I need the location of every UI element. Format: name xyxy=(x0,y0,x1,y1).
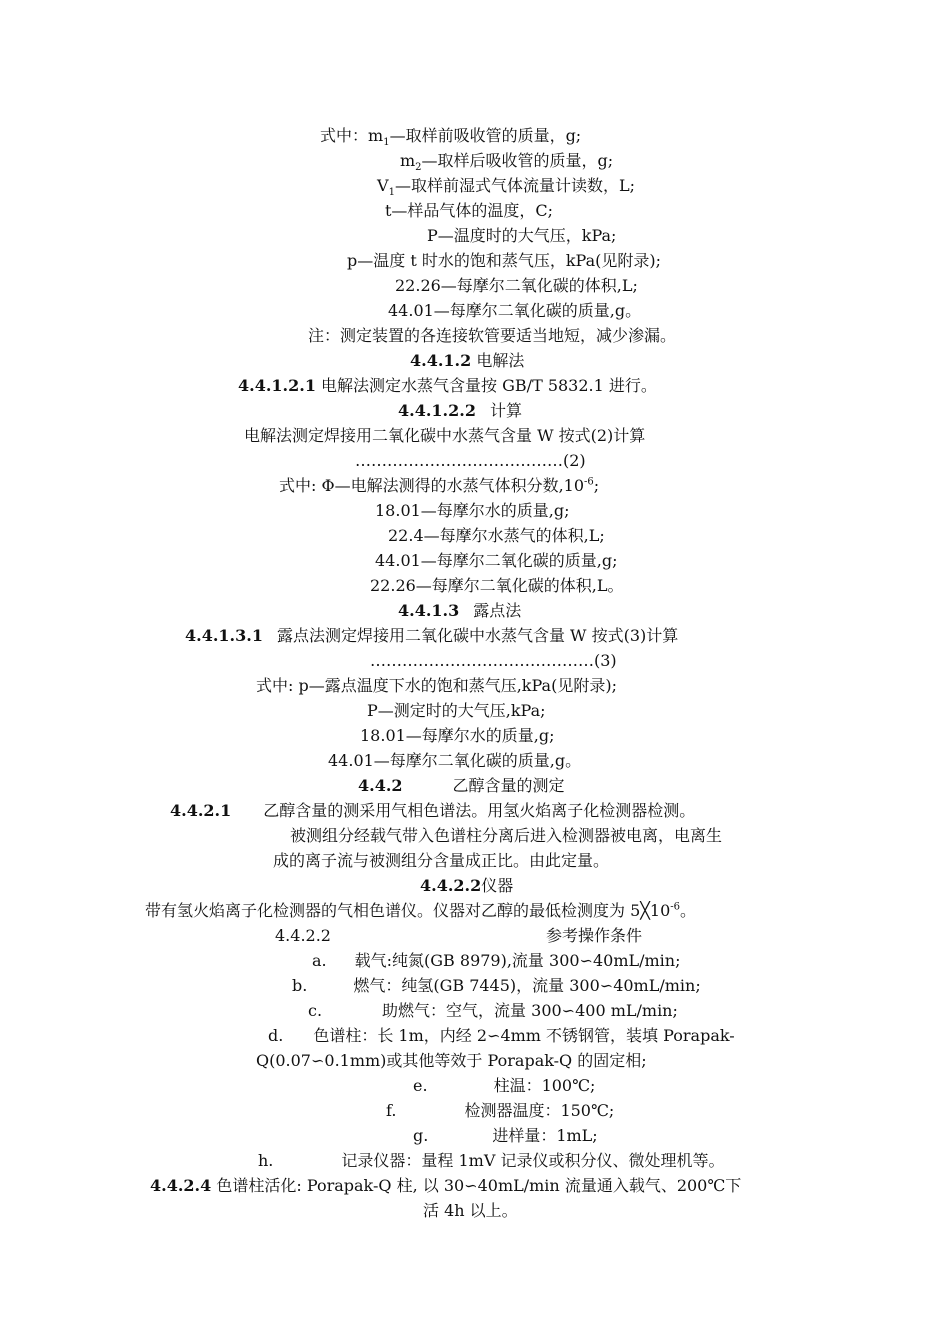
body-text-end: 。 xyxy=(680,901,697,920)
clause-text: 电解法测定水蒸气含量按 GB/T 5832.1 进行。 xyxy=(321,376,657,395)
definition-text: p—温度 t 时水的饱和蒸气压，kPa(见附录); xyxy=(347,251,662,270)
body-line xyxy=(244,426,645,448)
list-marker: a. xyxy=(312,951,327,970)
definition-line xyxy=(385,201,553,223)
list-text: 柱温：100℃; xyxy=(493,1076,596,1095)
list-item xyxy=(308,1001,678,1023)
definition-text: 18.01—每摩尔水的质量,g; xyxy=(360,726,555,745)
definition-text: —取样前吸收管的质量，g; xyxy=(389,126,582,145)
clause-number: 4.4.2.1 xyxy=(170,801,232,820)
list-marker: c. xyxy=(308,1001,323,1020)
definition-line xyxy=(279,476,599,498)
section-title: 乙醇含量的测定 xyxy=(452,776,565,795)
list-item-continuation xyxy=(256,1051,647,1073)
body-text: 电解法测定焊接用二氧化碳中水蒸气含量 W 按式(2)计算 xyxy=(244,426,646,445)
clause-line xyxy=(238,376,657,398)
definition-line xyxy=(370,576,624,598)
section-heading xyxy=(398,401,522,423)
list-text: 色谱柱：长 1m，内经 2∽4mm 不锈钢管，装填 Porapak- xyxy=(313,1026,735,1045)
definition-line xyxy=(256,676,617,698)
list-marker: h. xyxy=(258,1151,274,1170)
body-line xyxy=(423,1201,518,1223)
section-title: 电解法 xyxy=(476,351,525,370)
definition-line xyxy=(375,501,570,523)
clause-line xyxy=(185,626,678,648)
clause-number: 4.4.2.4 xyxy=(150,1176,212,1195)
definition-text: 22.26—每摩尔二氧化碳的体积,L。 xyxy=(370,576,624,595)
section-heading xyxy=(275,926,642,948)
superscript: -6 xyxy=(584,476,594,488)
list-marker: e. xyxy=(413,1076,428,1095)
definition-text: P—测定时的大气压,kPa; xyxy=(367,701,546,720)
definition-prefix: 式中: Φ—电解法测得的水蒸气体积分数,10 xyxy=(279,476,585,495)
body-text: 带有氢火焰离子化检测器的气相色谱仪。仪器对乙醇的最低检测度为 5╳10 xyxy=(145,901,671,920)
section-title: 露点法 xyxy=(473,601,522,620)
list-text: 载气:纯氮(GB 8979),流量 300∽40mL/min; xyxy=(354,951,681,970)
section-heading xyxy=(410,351,524,373)
section-heading xyxy=(358,776,565,798)
clause-text: 乙醇含量的测采用气相色谱法。用氢火焰离子化检测器检测。 xyxy=(263,801,696,820)
section-number: 4.4.1.2 xyxy=(410,351,472,370)
definition-text: 18.01—每摩尔水的质量,g; xyxy=(375,501,570,520)
list-item xyxy=(292,976,701,998)
list-item xyxy=(413,1076,595,1098)
section-heading xyxy=(420,876,513,898)
body-text: 活 4h 以上。 xyxy=(423,1201,518,1220)
list-text: 进样量：1mL; xyxy=(492,1126,598,1145)
body-line xyxy=(145,901,696,923)
definition-line xyxy=(320,126,581,148)
list-text: 燃气：纯氢(GB 7445)，流量 300∽40mL/min; xyxy=(353,976,701,995)
list-item xyxy=(258,1151,724,1173)
definition-text: —取样后吸收管的质量，g; xyxy=(421,151,614,170)
section-heading xyxy=(398,601,521,623)
definition-line xyxy=(400,151,613,173)
definition-text: 22.26—每摩尔二氧化碳的体积,L; xyxy=(395,276,638,295)
subscript: 1 xyxy=(388,187,395,199)
clause-number: 4.4.1.2.1 xyxy=(238,376,316,395)
note-text: 注：测定装置的各连接软管要适当地短，减少渗漏。 xyxy=(308,326,677,345)
section-number: 4.4.2.2 xyxy=(420,876,482,895)
definition-prefix: 式中：m xyxy=(320,126,384,145)
list-item xyxy=(386,1101,614,1123)
list-marker: f. xyxy=(386,1101,397,1120)
superscript: -6 xyxy=(670,901,681,913)
definition-text: 式中: p—露点温度下水的饱和蒸气压,kPa(见附录); xyxy=(256,676,617,695)
list-text: 助燃气：空气，流量 300∽400 mL/min; xyxy=(382,1001,678,1020)
definition-text: 44.01—每摩尔二氧化碳的质量,g。 xyxy=(388,301,642,320)
list-text: 检测器温度：150℃; xyxy=(464,1101,615,1120)
equation-reference xyxy=(370,651,617,673)
clause-text: 色谱柱活化: Porapak-Q 柱, 以 30∽40mL/min 流量通入载气、200℃下 xyxy=(216,1176,742,1195)
section-number: 4.4.1.3 xyxy=(398,601,460,620)
section-number: 4.4.2.2 xyxy=(275,926,331,945)
list-marker: b. xyxy=(292,976,308,995)
list-text: 记录仪器：量程 1mV 记录仪或积分仪、微处理机等。 xyxy=(341,1151,725,1170)
definition-line xyxy=(388,301,641,323)
definition-text: 22.4—每摩尔水蒸气的体积,L; xyxy=(388,526,605,545)
list-marker: g. xyxy=(413,1126,429,1145)
equation-leader: …………………………………(2) xyxy=(355,451,586,470)
list-item xyxy=(268,1026,735,1048)
section-number: 4.4.1.2.2 xyxy=(398,401,476,420)
clause-number: 4.4.1.3.1 xyxy=(185,626,263,645)
list-item xyxy=(413,1126,598,1148)
body-text: 被测组分经载气带入色谱柱分离后进入检测器被电离，电离生 xyxy=(290,826,723,845)
section-number: 4.4.2 xyxy=(358,776,403,795)
list-marker: d. xyxy=(268,1026,284,1045)
list-item xyxy=(312,951,681,973)
clause-line xyxy=(170,801,695,823)
definition-prefix: m xyxy=(400,151,416,170)
clause-line xyxy=(150,1176,741,1198)
equation-leader: ……………………………………(3) xyxy=(370,651,617,670)
list-text: Q(0.07∽0.1mm)或其他等效于 Porapak-Q 的固定相; xyxy=(256,1051,647,1070)
section-title: 参考操作条件 xyxy=(545,926,642,945)
section-title: 仪器 xyxy=(481,876,514,895)
definition-line xyxy=(347,251,661,273)
definition-line xyxy=(367,701,546,723)
clause-text: 露点法测定焊接用二氧化碳中水蒸气含量 W 按式(3)计算 xyxy=(276,626,679,645)
definition-text: ; xyxy=(593,476,600,495)
definition-text: t—样品气体的温度，C; xyxy=(385,201,554,220)
definition-prefix: V xyxy=(377,176,389,195)
body-text: 成的离子流与被测组分含量成正比。由此定量。 xyxy=(273,851,610,870)
definition-line xyxy=(328,751,581,773)
definition-line xyxy=(395,276,638,298)
subscript: 1 xyxy=(383,137,390,149)
definition-line xyxy=(375,551,618,573)
body-line xyxy=(273,851,609,873)
definition-line xyxy=(427,226,616,248)
definition-text: —取样前湿式气体流量计读数，L; xyxy=(394,176,635,195)
definition-line xyxy=(377,176,635,198)
section-title: 计算 xyxy=(489,401,522,420)
note-line xyxy=(308,326,676,348)
definition-text: P—温度时的大气压，kPa; xyxy=(427,226,617,245)
definition-line xyxy=(388,526,605,548)
equation-reference xyxy=(355,451,586,473)
definition-line xyxy=(360,726,555,748)
definition-text: 44.01—每摩尔二氧化碳的质量,g。 xyxy=(328,751,582,770)
definition-text: 44.01—每摩尔二氧化碳的质量,g; xyxy=(375,551,618,570)
body-line xyxy=(290,826,722,848)
subscript: 2 xyxy=(415,162,422,174)
